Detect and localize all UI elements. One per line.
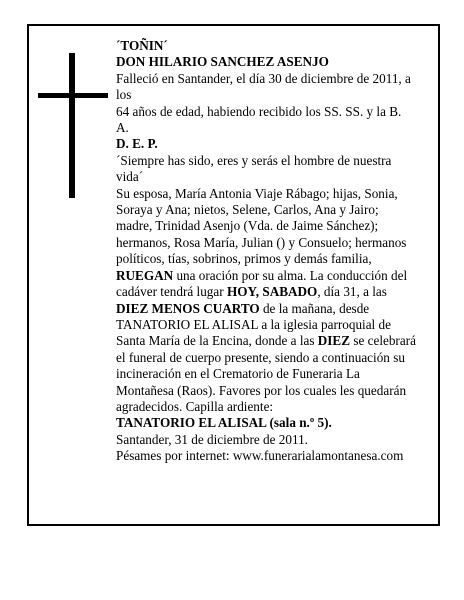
obituary-notice bbox=[27, 24, 440, 526]
route-text: de la mañana, desde TANATORIO EL ALISAL a la iglesia parroquial de Santa María de la Encina, donde a las bbox=[116, 300, 391, 349]
diez-text: DIEZ bbox=[317, 333, 351, 349]
ruegan-text: RUEGAN bbox=[116, 267, 174, 283]
prayer-text: una oración por su alma. La conducción del cadáver tendrá lugar bbox=[116, 267, 408, 300]
deceased-name: DON HILARIO SANCHEZ ASENJO bbox=[116, 54, 329, 70]
quote: ´Siempre has sido, eres y serás el hombre de nuestra vida´ bbox=[116, 152, 392, 185]
place-date: Santander, 31 de diciembre de 2011. bbox=[116, 431, 308, 447]
time-text: DIEZ MENOS CUARTO bbox=[116, 300, 260, 316]
service-paragraph bbox=[116, 186, 416, 416]
funeral-text: se celebrará el funeral de cuerpo presente, siendo a continuación su incineración en el Crematorio de Funeraria La Montañesa (Raos). Favores por los cuales les quedarán agradecidos. Capilla ardiente: bbox=[116, 333, 416, 414]
cross-vertical-bar bbox=[69, 53, 75, 198]
chapel-location: TANATORIO EL ALISAL (sala n.º 5). bbox=[116, 415, 332, 431]
condolences-line: Pésames por internet: www.funerarialamontanesa.com bbox=[116, 448, 404, 464]
cross-icon bbox=[38, 53, 108, 198]
cross-horizontal-bar bbox=[38, 93, 108, 98]
nickname: ´TOÑIN´ bbox=[116, 38, 168, 53]
dep-line: D. E. P. bbox=[116, 136, 158, 152]
obituary-text bbox=[116, 38, 416, 465]
family-text: Su esposa, María Antonia Viaje Rábago; hijas, Sonia, Soraya y Ana; nietos, Selene, Carlos, Ana y Jairo; madre, Trinidad Asenjo (Vda. de Jaime Sánchez); hermanos, Rosa María, Julian () y Consuelo; hermanos políticos, tías, sobrinos, primos y demás familia, bbox=[116, 185, 407, 267]
age-line: 64 años de edad, habiendo recibido los SS. SS. y la B. A. bbox=[116, 103, 402, 136]
death-line: Falleció en Santander, el día 30 de diciembre de 2011, a los bbox=[116, 70, 411, 103]
day-text: , día 31, a las bbox=[317, 284, 387, 300]
hoy-sabado-text: HOY, SABADO bbox=[226, 284, 318, 300]
